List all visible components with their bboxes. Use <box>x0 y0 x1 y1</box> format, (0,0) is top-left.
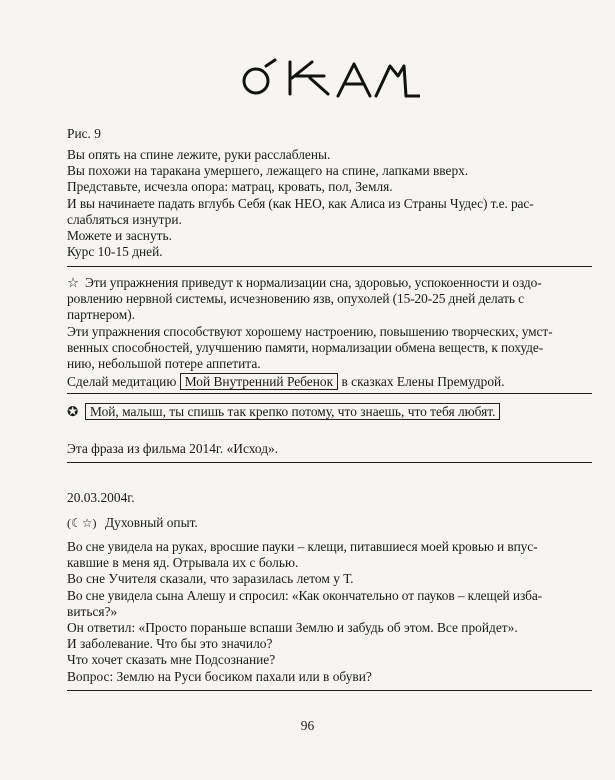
dream-account <box>67 539 592 685</box>
text-line: Во сне Учителя сказали, что заразилась летом у Т. <box>67 571 354 587</box>
section-divider <box>67 462 592 463</box>
quote-line <box>67 403 592 420</box>
exercise-description <box>67 147 592 260</box>
text-line: Курс 10-15 дней. <box>67 244 163 260</box>
text-line: виться?» <box>67 603 118 619</box>
spiritual-heading-line <box>67 515 592 531</box>
text-line: слабляться изнутри. <box>67 211 182 227</box>
figure-caption: Рис. 9 <box>67 126 101 141</box>
text-line: Вопрос: Землю на Руси босиком пахали или в обуви? <box>67 668 372 684</box>
stick-figure-illustration <box>240 54 420 100</box>
section-divider <box>67 690 592 691</box>
meditation-title-box: Мой Внутренний Ребенок <box>180 373 338 390</box>
star-icon: ☆ <box>67 275 79 290</box>
text-line: нию, небольшой потере аппетита. <box>67 356 261 372</box>
text-line: Представьте, исчезла опора: матрац, кровать, пол, Земля. <box>67 179 393 195</box>
text-line: Вы похожи на таракана умершего, лежащего на спине, лапками вверх. <box>67 163 469 179</box>
moon-star-icon: (☾☆) <box>67 516 97 530</box>
spiritual-heading: Духовный опыт. <box>105 515 198 530</box>
quote-block <box>67 403 592 420</box>
text-line: И заболевание. Что бы это значило? <box>67 636 273 652</box>
text-line: Во сне увидела на руках, вросшие пауки – клещи, питавшиеся моей кровью и впус- <box>67 539 538 554</box>
spiritual-heading-block <box>67 515 592 531</box>
text-line: И вы начинаете падать вглубь Себя (как НЕО, как Алиса из Страны Чудес) т.е. рас- <box>67 195 534 211</box>
text-line: Он ответил: «Просто пораньше вспаши Землю и забудь об этом. Все пройдет». <box>67 620 518 636</box>
date-block <box>67 490 592 506</box>
figure-caption-block <box>67 126 592 142</box>
quote-box: Мой, малыш, ты спишь так крепко потому, что знаешь, что тебя любят. <box>85 403 500 420</box>
entry-date: 20.03.2004г. <box>67 490 135 505</box>
text-line: партнером). <box>67 307 136 323</box>
meditation-line <box>67 373 592 390</box>
text-line: Вы опять на спине лежите, руки расслаблены. <box>67 147 331 162</box>
text-line: ровлению нервной системы, исчезновению язв, опухолей (15-20-25 дней делать с <box>67 291 524 307</box>
text-line: Эти упражнения способствуют хорошему настроению, повышению творческих, умст- <box>67 323 553 339</box>
text-line: Можете и заснуть. <box>67 228 172 244</box>
meditation-prefix: Сделай медитацию <box>67 374 177 390</box>
film-note-block <box>67 441 592 457</box>
section-divider <box>67 393 592 394</box>
film-note: Эта фраза из фильма 2014г. «Исход». <box>67 441 279 456</box>
text-line: Во сне увидела сына Алешу и спросил: «Как окончательно от пауков – клещей изба- <box>67 587 543 603</box>
page-number: 96 <box>300 718 315 733</box>
pentagram-icon: ✪ <box>67 404 79 419</box>
meditation-suffix: в сказках Елены Премудрой. <box>341 374 505 390</box>
text-line: венных способностей, улучшению памяти, нормализации обмена веществ, к похуде- <box>67 339 544 355</box>
text-line: кавшие в меня яд. Отрывала их с болью. <box>67 555 299 571</box>
text-line: Что хочет сказать мне Подсознание? <box>67 652 276 668</box>
benefits-text: Эти упражнения приведут к нормализации сна, здоровью, успокоенности и оздо- <box>85 275 542 290</box>
section-divider <box>67 266 592 267</box>
text-line <box>67 275 592 291</box>
benefits-section <box>67 275 592 390</box>
